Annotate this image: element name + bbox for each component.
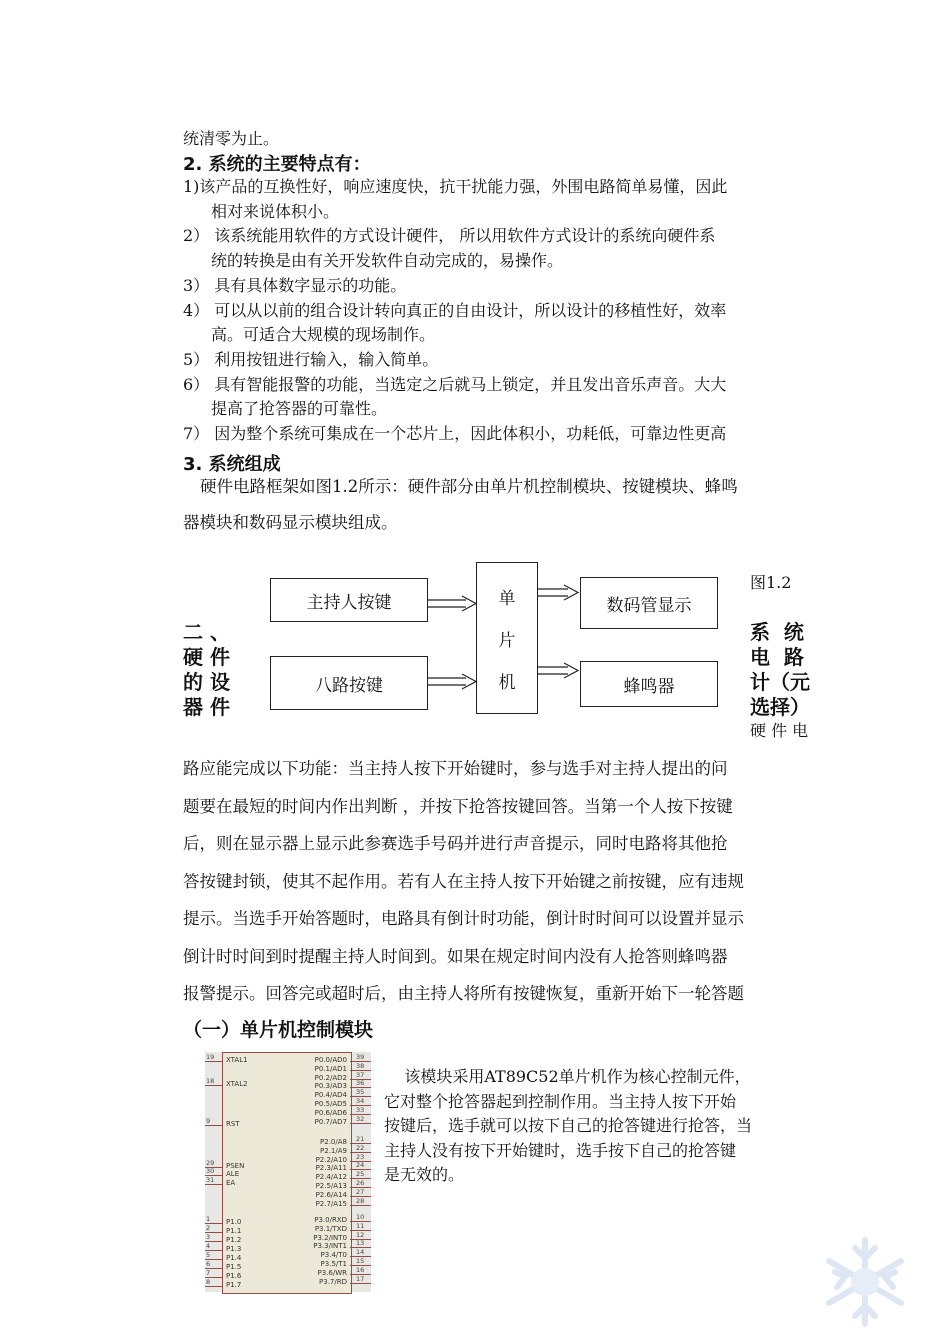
mcu-char-3: 机 [498, 672, 516, 693]
chip-left-pin-name: P1.5 [226, 1263, 242, 1271]
chip-right-pin-number: 36 [356, 1079, 365, 1088]
section-one-heading: （一）单片机控制模块 [183, 1019, 374, 1041]
left-col-line-2: 硬 件 [183, 645, 230, 669]
chip-right-pin-name: P2.3/A11 [315, 1164, 347, 1173]
chip-left-pin-name: XTAL1 [226, 1056, 248, 1064]
chip-left-pin-name: P1.3 [226, 1245, 242, 1253]
snowflake-watermark-icon [815, 1232, 915, 1332]
chip-left-pin-number: 9 [206, 1117, 211, 1125]
chip-left-pin-line [205, 1286, 222, 1287]
feature-item-3-line-1: 3） 具有具体数字显示的功能。 [183, 275, 407, 295]
at89c52-schematic [205, 1052, 371, 1292]
feature-item-7-line-1: 7） 因为整个系统可集成在一个芯片上，因此体积小，功耗低，可靠边性更高 [183, 424, 727, 443]
chip-left-pin-name: P1.1 [226, 1227, 242, 1235]
chip-right-pin-number: 12 [356, 1230, 365, 1239]
chip-right-pin-name: P0.0/AD0 [314, 1056, 347, 1064]
chip-left-pin-name: PSEN [226, 1162, 245, 1170]
section-one-line-2: 它对整个抢答器起到控制作用。当主持人按下开始 [384, 1091, 737, 1111]
chip-left-pin-name: P1.7 [226, 1281, 242, 1289]
buzzer-box: 蜂鸣器 [580, 661, 718, 707]
chip-right-pin-name: P2.7/A15 [315, 1199, 347, 1208]
chip-left-pin-number: 4 [206, 1242, 211, 1250]
feature-item-4-line-1: 4） 可以从以前的组合设计转向真正的自由设计，所以设计的移植性好，效率 [183, 300, 727, 320]
section-two-paragraph-line-2: 题要在最短的时间内作出判断 ，并按下抢答按键回答。当第一个人按下按键 [183, 796, 733, 816]
feature-item-6-line-1: 6） 具有智能报警的功能，当选定之后就马上锁定，并且发出音乐声音。大大 [183, 374, 727, 394]
chip-right-pin-name: P0.4/AD4 [314, 1091, 347, 1100]
chip-left-pin-number: 18 [206, 1077, 215, 1085]
chip-right-pin-number: 17 [356, 1274, 365, 1283]
chip-right-pin-line [350, 1123, 371, 1124]
chip-right-pin-number: 15 [356, 1257, 365, 1265]
chip-right-pin-number: 33 [356, 1105, 365, 1114]
chip-right-pin-number: 16 [356, 1265, 365, 1274]
chip-left-pin-line [205, 1125, 222, 1126]
chip-right-pin-number: 21 [356, 1135, 365, 1143]
arrow-host-to-mcu [426, 596, 476, 611]
chip-right-pin-name: P2.0/A8 [320, 1138, 347, 1146]
chip-right-pin-name: P0.6/AD6 [314, 1108, 347, 1117]
chip-right-pin-number: 28 [356, 1196, 365, 1205]
chip-left-pin-number: 3 [206, 1233, 211, 1241]
section-two-paragraph-line-4: 答按键封锁，使其不起作用。若有人在主持人按下开始键之前按键，应有违规 [183, 871, 744, 891]
chip-right-pin-name: P3.0/RXD [314, 1216, 347, 1224]
figure-caption: 图1.2 [750, 573, 792, 592]
chip-right-pin-name: P0.2/AD2 [314, 1073, 347, 1082]
chip-left-pin-number: 31 [206, 1176, 215, 1184]
chip-right-pin-number: 37 [356, 1070, 365, 1079]
intro-tail-text: 统清零为止。 [183, 129, 280, 148]
feature-item-1-line-2: 相对来说体积小。 [211, 201, 340, 221]
chip-right-pin-name: P3.3/INT1 [313, 1242, 347, 1251]
mcu-char-1: 单 [498, 588, 516, 609]
section3-line-1: 硬件电路框架如图1.2所示：硬件部分由单片机控制模块、按键模块、蜂鸣 [200, 477, 738, 496]
chip-right-pin-number: 26 [356, 1179, 365, 1187]
left-col-line-3: 的 设 [183, 670, 230, 694]
chip-left-pin-number: 6 [206, 1260, 211, 1268]
section-two-paragraph-line-7: 报警提示。回答完或超时后，由主持人将所有按键恢复，重新开始下一轮答题 [183, 984, 744, 1003]
right-col-tail: 硬 件 电 [750, 721, 809, 740]
chip-left-pin-name: XTAL2 [226, 1080, 248, 1088]
section-one-line-4: 主持人没有按下开始键时，选手按下自己的抢答键 [384, 1140, 737, 1160]
chip-right-pin-number: 38 [356, 1061, 365, 1070]
chip-right-pin-name: P0.5/AD5 [314, 1100, 347, 1108]
chip-left-pin-line [205, 1085, 222, 1086]
chip-right-pin-name: P2.4/A12 [315, 1173, 347, 1182]
mcu-char-2: 片 [498, 630, 516, 651]
feature-item-2-line-2: 统的转换是由有关开发软件自动完成的，易操作。 [211, 251, 564, 271]
chip-right-pin-name: P3.2/INT0 [313, 1233, 347, 1242]
chip-right-pin-number: 23 [356, 1152, 365, 1161]
chip-left-pin-name: P1.0 [226, 1218, 242, 1226]
feature-item-2-line-1: 2） 该系统能用软件的方式设计硬件， 所以用软件方式设计的系统向硬件系 [183, 226, 716, 246]
chip-left-pin-number: 29 [206, 1159, 215, 1167]
chip-left-pin-name: ALE [226, 1170, 240, 1178]
eight-keys-box: 八路按键 [270, 656, 428, 710]
left-col-line-4: 器 件 [183, 695, 230, 719]
mcu-box [476, 562, 538, 714]
display-box: 数码管显示 [580, 577, 718, 629]
chip-right-pin-name: P2.2/A10 [315, 1155, 347, 1164]
chip-right-pin-number: 25 [356, 1170, 365, 1179]
chip-right-pin-number: 24 [356, 1161, 365, 1170]
section-two-paragraph-line-3: 后，则在显示器上显示此参赛选手号码并进行声音提示，同时电路将其他抢 [183, 834, 728, 853]
right-col-line-1: 系 统 [750, 620, 804, 644]
section-two-paragraph-line-6: 倒计时时间到时提醒主持人时间到。如果在规定时间内没有人抢答则蜂鸣器 [183, 946, 728, 966]
arrow-mcu-to-buzzer [538, 663, 578, 678]
feature-item-6-line-2: 提高了抢答器的可靠性。 [211, 399, 388, 419]
chip-left-pin-number: 2 [206, 1224, 211, 1232]
host-key-box: 主持人按键 [270, 578, 428, 622]
left-col-line-1: 二 、 [183, 620, 230, 644]
chip-right-pin-line [350, 1283, 371, 1284]
right-col-line-4: 选择） [750, 695, 810, 719]
chip-right-pin-number: 11 [356, 1221, 365, 1230]
chip-left-pin-line [205, 1061, 222, 1062]
section-two-right-col [750, 620, 810, 720]
chip-right-pin-name: P0.7/AD7 [314, 1117, 347, 1126]
chip-right-pin-number: 10 [356, 1213, 365, 1221]
arrow-mcu-to-display [538, 585, 578, 600]
chip-right-pin-name: P3.6/WR [317, 1268, 347, 1277]
section-one-line-3: 按键后，选手就可以按下自己的抢答键进行抢答，当 [384, 1116, 753, 1135]
chip-right-pin-number: 22 [356, 1143, 365, 1152]
right-col-line-2: 电 路 [750, 645, 804, 669]
section3-line-2: 器模块和数码显示模块组成。 [183, 513, 398, 532]
chip-right-pin-number: 32 [356, 1114, 365, 1123]
chip-right-pin-name: P0.1/AD1 [314, 1064, 347, 1073]
section-one-line-1: 该模块采用AT89C52单片机作为核心控制元件， [384, 1067, 751, 1086]
chip-right-pin-name: P2.1/A9 [320, 1146, 347, 1155]
chip-right-pin-name: P3.1/TXD [314, 1224, 347, 1233]
section-two-left-col [183, 620, 230, 720]
feature-item-5-line-1: 5） 利用按钮进行输入，输入简单。 [183, 349, 439, 369]
chip-right-pin-number: 27 [356, 1187, 365, 1196]
section3-heading: 3. 系统组成 [183, 454, 281, 475]
section-one-line-5: 是无效的。 [384, 1165, 465, 1184]
chip-right-pin-name: P3.5/T1 [320, 1260, 347, 1268]
chip-right-pin-name: P3.4/T0 [320, 1251, 347, 1260]
section-two-paragraph-line-5: 提示。当选手开始答题时，电路具有倒计时功能，倒计时时间可以设置并显示 [183, 909, 744, 928]
feature-item-4-line-2: 高。可适合大规模的现场制作。 [211, 325, 436, 345]
chip-right-pin-number: 13 [356, 1239, 365, 1248]
chip-left-pin-number: 7 [206, 1269, 211, 1277]
chip-left-pin-name: P1.6 [226, 1272, 242, 1280]
chip-left-pin-line [205, 1184, 222, 1185]
chip-left-pin-name: P1.4 [226, 1254, 242, 1262]
chip-left-pin-number: 5 [206, 1251, 211, 1259]
feature-item-1-line-1: 1)该产品的互换性好，响应速度快，抗干扰能力强，外围电路简单易懂，因此 [183, 177, 728, 196]
chip-left-pin-number: 30 [206, 1167, 215, 1175]
chip-right-pin-number: 35 [356, 1088, 365, 1097]
arrow-keys-to-mcu [426, 674, 476, 689]
chip-right-pin-number: 39 [356, 1053, 365, 1061]
chip-left-pin-name: EA [226, 1179, 236, 1187]
chip-right-pin-name: P2.6/A14 [315, 1190, 347, 1199]
chip-right-pin-line [350, 1205, 371, 1206]
section2-heading: 2. 系统的主要特点有： [183, 154, 371, 175]
chip-right-pin-name: P2.5/A13 [315, 1182, 347, 1190]
chip-right-pin-name: P0.3/AD3 [314, 1082, 347, 1091]
chip-left-pin-name: RST [226, 1120, 240, 1128]
chip-left-pin-number: 1 [206, 1215, 211, 1223]
section-two-paragraph-line-1: 路应能完成以下功能：当主持人按下开始键时，参与选手对主持人提出的问 [183, 759, 728, 778]
chip-right-pin-number: 34 [356, 1097, 365, 1105]
chip-left-pin-number: 8 [206, 1278, 211, 1286]
chip-left-pin-name: P1.2 [226, 1236, 242, 1244]
chip-right-pin-number: 14 [356, 1248, 365, 1257]
chip-right-pin-name: P3.7/RD [319, 1277, 347, 1286]
right-col-line-3: 计（元 [750, 670, 810, 694]
chip-left-pin-number: 19 [206, 1053, 215, 1061]
